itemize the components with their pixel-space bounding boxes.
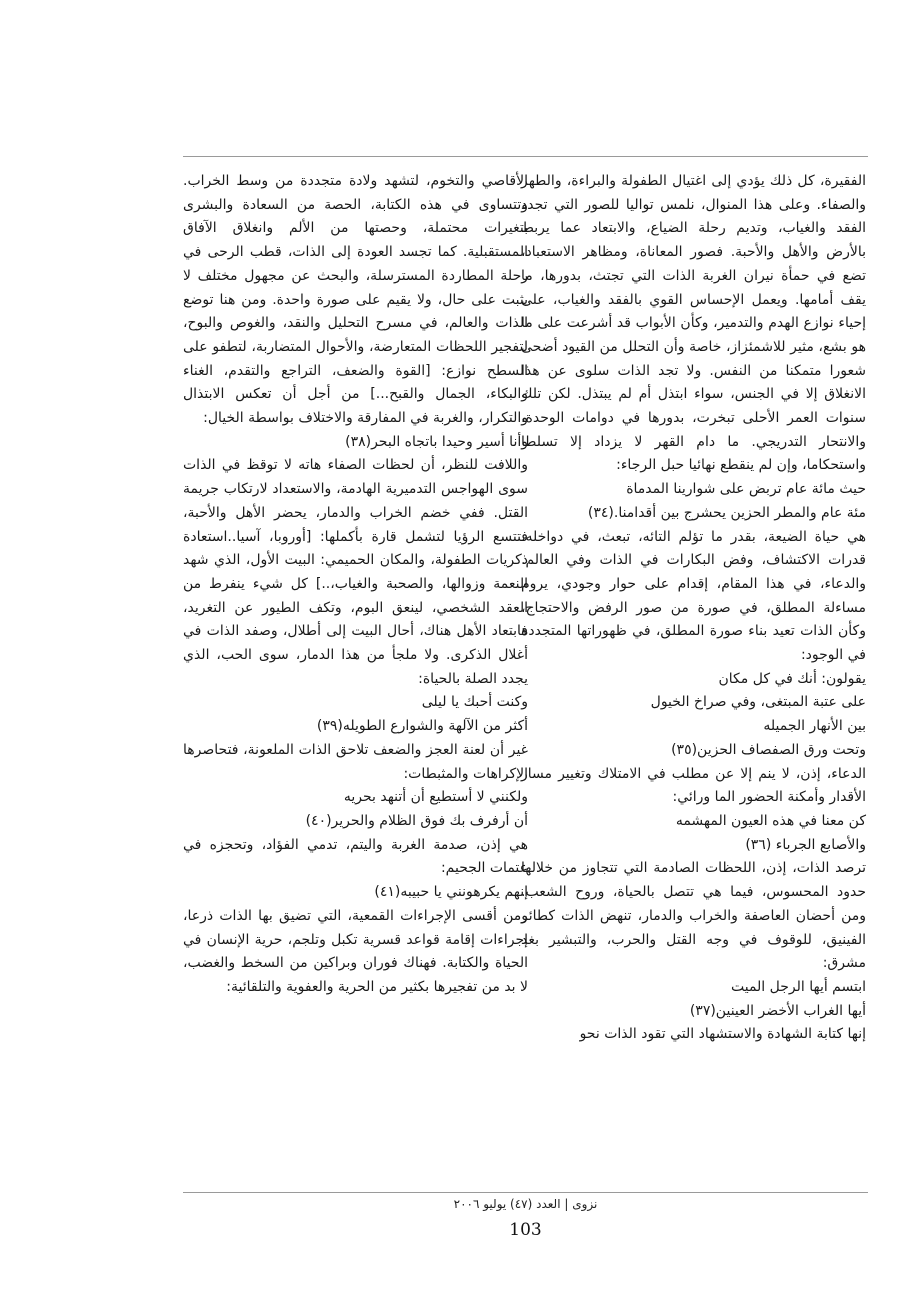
poem-line: بين الأنهار الجميله <box>763 718 866 735</box>
poem-line: على عتبة المبتغى، وفي صراخ الخيول <box>650 694 866 711</box>
body-paragraph: ترصد الذات، إذن، اللحظات الصادمة التي تتجاوز من خلالها حدود المحسوس، فيما هي تتصل بالحياة، وروح الشعب. ومن أحضان العاصفة والخراب والدمار، تنهض الذات كطائر الفينيق، للوقوف في وجه القتل والحرب، والتبشير بغد مشرق: <box>521 860 866 972</box>
poem-line: أن أرفرف بك فوق الظلام والحرير(٤٠) <box>305 812 528 829</box>
poem-line: كن معنا في هذه العيون المهشمه <box>675 812 866 829</box>
poem-line: حيث مائة عام تربض على شوارينا المدماة <box>626 481 866 498</box>
body-paragraph: إنها كتابة الشهادة والاستشهاد التي تقود الذات نحو <box>579 1026 866 1043</box>
bottom-divider <box>183 1192 868 1193</box>
body-paragraph: هي إذن، صدمة الغربة واليتم، تدمي الفؤاد، وتحجزه في عتمات الجحيم: <box>183 836 528 877</box>
poem-line: وتحت ورق الصفصاف الحزين(٣٥) <box>671 741 866 758</box>
body-paragraph: ومن أقسى الإجراءات القمعية، التي تضيق بها الذات ذرعا، إجراءات إقامة قواعد قسرية تكبل وتلجم، حرية الإنسان في الحياة والكتابة. فهناك فوران وبراكين من السخط والغضب، لا بد من تفجيرها بكثير من الحرية والعفوية والتلقائية: <box>183 907 528 995</box>
poem-line: وكنت أحبك يا ليلى <box>421 694 528 711</box>
poem-line: وأنا أسير وحيدا باتجاه البحر(٣٨) <box>345 433 528 450</box>
top-divider <box>183 156 868 157</box>
text-column-right <box>521 170 866 1047</box>
poem-line: ولكنني لا أستطيع أن أتنهد بحريه <box>343 789 528 806</box>
body-paragraph: الأقاصي والتخوم، لتشهد ولادة متجددة من وسط الخراب. وتتساوى في هذه الكتابة، الحصة من السعادة والبشرى بتغيرات محتملة، وحصتها من الألم وانغلاق الآفاق المستقبلية. كما تجسد العودة إلى الذات، قطب الرحى في رحلة المطاردة المسترسلة، والبحث عن مجهول مختلف لا يثبت على حال، ولا يقيم على صورة واحدة. ومن هنا توضع الذات والعالم، في مسرح التحليل والنقد، والغوص والبوح، لتفجير اللحظات المتعارضة، والأحوال المتضاربة، لتطفو على السطح نوازع: [القوة والضعف، التراجع والتقدم، الغناء والبكاء، الجمال والقبح...] من أجل أن تعكس الابتذال والتكرار، والغربة في المفارقة والاختلاف بواسطة الخيال: <box>183 173 528 427</box>
running-footer: نزوى | العدد (٤٧) يوليو ٢٠٠٦ <box>453 1197 598 1211</box>
poem-line: يقولون: أنك في كل مكان <box>718 670 866 687</box>
poem-line: أيها الغراب الأخضر العينين(٣٧) <box>689 1002 866 1019</box>
poem-line: إنهم يكرهونني يا حبيبه(٤١) <box>374 884 528 901</box>
poem-line: أكثر من الآلهة والشوارع الطويله(٣٩) <box>316 718 528 735</box>
body-paragraph: هي حياة الضيعة، بقدر ما تؤلم التائه، تبعث، في دواخله، قدرات الاكتشاف، وفض البكارات في الذات وفي العالم. والدعاء، في هذا المقام، إقدام على حوار وجودي، يروم مساءلة المطلق، في صورة من صور الرفض والاحتجاج، وكأن الذات تعيد بناء صورة المطلق، في ظهوراتها المتجددة في الوجود: <box>521 528 866 664</box>
poem-line: مئة عام والمطر الحزين يحشرج بين أقدامنا.(٣٤) <box>587 504 866 521</box>
body-paragraph: غير أن لعنة العجز والضعف تلاحق الذات الملعونة، فتحاصرها الإكراهات والمثبطات: <box>183 741 528 782</box>
poem-line: ابتسم أيها الرجل الميت <box>730 978 866 995</box>
body-paragraph: واللافت للنظر، أن لحظات الصفاء هاته لا توقظ في الذات سوى الهواجس التدميرية الهادمة، والاستعداد لارتكاب جريمة القتل. ففي خضم الخراب والدمار، يحضر الأهل والأحبة، فتتسع الرؤيا لتشمل قارة بأكملها: [أوروبا، آسيا..استعادة ذكريات الطفولة، والمكان الحميمي: البيت الأول، الذي شهد النعمة وزوالها، والصحبة والغياب،..] كل شيء ينفرط من العقد الشخصي، لينعق البوم، وتكف الطيور عن التغريد، فابتعاد الأهل هناك، أحال البيت إلى أطلال، وصفد الذات في أغلال الذكرى. ولا ملجأ من هذا الدمار، سوى الحب، الذي يجدد الصلة بالحياة: <box>183 457 528 687</box>
text-column-left <box>183 170 528 1000</box>
body-paragraph: الفقيرة، كل ذلك يؤدي إلى اغتيال الطفولة والبراءة، والطهر والصفاء. وعلى هذا المنوال، نلمس تواليا للصور التي تجدد الفقد والغياب، وتديم رحلة الضياع، والابتعاد عما يربط بالأرض والأهل والأحبة. فصور المعاناة، ومظاهر الاستعباد، تضع في حمأة نيران الغربة الذات التي تجتث، بدورها، ما يقف أمامها. ويعمل الإحساس القوي بالفقد والغياب، على إحياء نوازع الهدم والتدمير، وكأن الأبواب قد أشرعت على ما هو بشع، مثير للاشمئزاز، خاصة وأن التحلل من القيود أضحى شعورا متمكنا من النفس. ولا تجد الذات سلوى عن هذا الانغلاق إلا في الجنس، سواء ابتذل أم لم يبتذل. لكن تلك سنوات العمر الأحلى تبخرت، بدورها في دوامات الوحدة، والانتحار التدريجي. ما دام القهر لا يزداد إلا تسلطا واستحكاما، وإن لم ينقطع نهائيا حبل الرجاء: <box>521 173 866 474</box>
page-number: 103 <box>509 1220 542 1240</box>
body-paragraph: الدعاء، إذن، لا ينم إلا عن مطلب في الامتلاك وتغيير مسار الأقدار وأمكنة الحضور الما ورائي: <box>521 765 866 806</box>
poem-line: والأصابع الجرباء (٣٦) <box>745 836 866 853</box>
